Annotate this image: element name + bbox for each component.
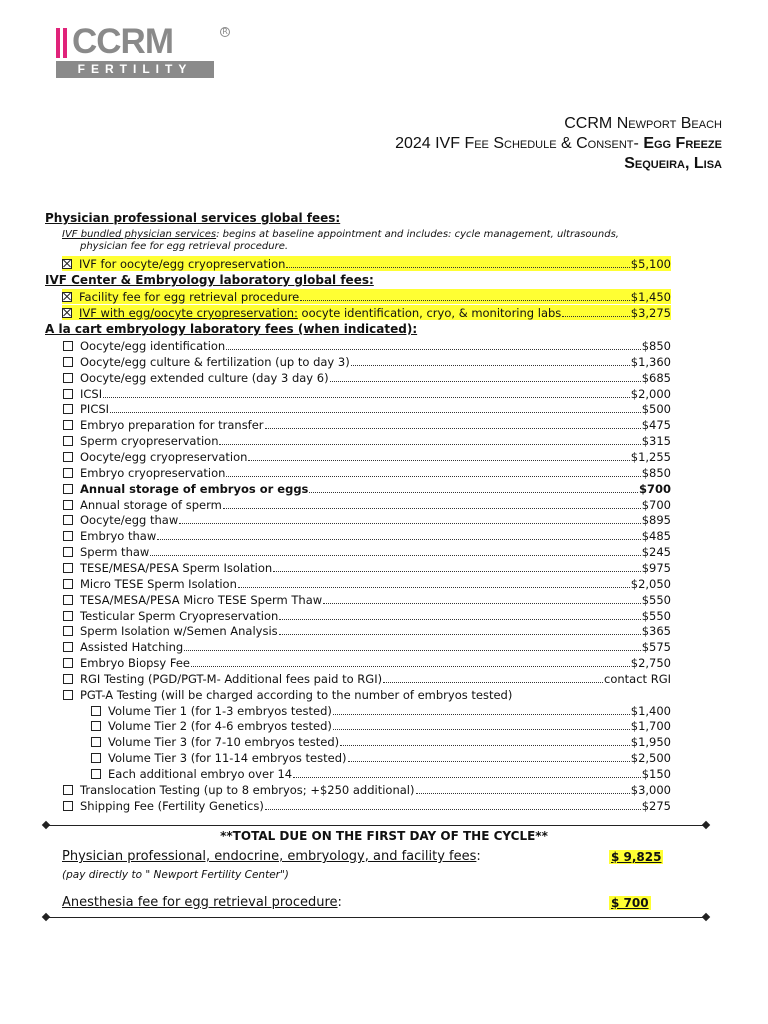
dot-leader bbox=[279, 634, 641, 635]
dot-leader bbox=[157, 539, 640, 540]
fee-row bbox=[63, 687, 671, 702]
dot-leader bbox=[383, 682, 603, 683]
fee-label: Oocyte/egg culture & fertilization (up to day 3) bbox=[80, 354, 350, 369]
checkbox[interactable] bbox=[63, 595, 73, 605]
fee-price: $1,360 bbox=[630, 354, 671, 369]
fee-label: Sperm cryopreservation bbox=[80, 434, 219, 449]
fee-price: $2,050 bbox=[630, 576, 671, 591]
checkbox[interactable] bbox=[63, 611, 73, 621]
dot-leader bbox=[150, 555, 640, 556]
checkbox[interactable] bbox=[63, 452, 73, 462]
fee-price: $550 bbox=[641, 592, 671, 607]
dot-leader bbox=[110, 412, 641, 413]
fee-row bbox=[63, 544, 671, 559]
fee-price: $575 bbox=[641, 640, 671, 655]
fee-label: Oocyte/egg thaw bbox=[80, 513, 179, 528]
divider-end-icon bbox=[42, 913, 50, 921]
checkbox[interactable] bbox=[63, 547, 73, 557]
fee-row bbox=[91, 750, 671, 765]
dot-leader bbox=[330, 381, 641, 382]
fee-row bbox=[63, 370, 671, 385]
fee-row bbox=[63, 354, 671, 369]
fee-price: $700 bbox=[638, 481, 671, 496]
fee-row-ivf-egg-cryo: IVF with egg/oocyte cryopreservation: oocyte identification, cryo, & monitoring labs $3,275 bbox=[62, 305, 671, 320]
fee-price: $850 bbox=[641, 339, 671, 353]
fee-label: Oocyte/egg cryopreservation bbox=[80, 449, 248, 464]
checkbox[interactable] bbox=[63, 500, 73, 510]
dot-leader bbox=[226, 476, 640, 477]
fee-row bbox=[63, 782, 671, 797]
document-title-prefix: 2024 IVF Fee Schedule & Consent- bbox=[395, 135, 639, 152]
checkbox[interactable] bbox=[63, 373, 73, 383]
fee-label: Embryo thaw bbox=[80, 529, 157, 544]
fee-row bbox=[63, 671, 671, 686]
fee-label: Embryo Biopsy Fee bbox=[80, 656, 191, 670]
fee-row bbox=[63, 639, 671, 654]
checkbox[interactable] bbox=[91, 737, 101, 747]
fee-price: $315 bbox=[641, 434, 671, 449]
fee-label: Volume Tier 3 (for 11-14 embryos tested) bbox=[108, 751, 347, 766]
dot-leader bbox=[348, 761, 630, 762]
fee-label: Embryo cryopreservation bbox=[80, 465, 226, 480]
checkbox[interactable] bbox=[63, 404, 73, 414]
total-due-title: **TOTAL DUE ON THE FIRST DAY OF THE CYCLE** bbox=[220, 829, 548, 843]
dot-leader bbox=[238, 587, 630, 588]
fee-row bbox=[63, 576, 671, 591]
checkbox[interactable] bbox=[91, 706, 101, 716]
clinic-name: CCRM Newport Beach bbox=[564, 115, 722, 132]
fee-row bbox=[63, 417, 671, 432]
fee-price: $475 bbox=[641, 418, 671, 433]
dot-leader bbox=[265, 809, 641, 810]
fee-label: PICSI bbox=[80, 402, 110, 417]
fee-row bbox=[63, 481, 671, 496]
fee-row bbox=[63, 497, 671, 512]
fee-price: $3,000 bbox=[630, 782, 671, 797]
fee-row bbox=[63, 655, 671, 670]
physician-total-amount: $ 9,825 bbox=[611, 850, 662, 864]
dot-leader bbox=[179, 523, 640, 524]
fee-row bbox=[91, 718, 671, 733]
dot-leader bbox=[103, 397, 630, 398]
fee-price: $895 bbox=[641, 513, 671, 528]
fee-price: $2,750 bbox=[630, 656, 671, 670]
fee-price: $1,950 bbox=[630, 735, 671, 750]
logo-bars-icon bbox=[56, 28, 70, 58]
fee-row bbox=[63, 401, 671, 416]
fee-label: Sperm thaw bbox=[80, 545, 150, 559]
checkbox[interactable] bbox=[63, 531, 73, 541]
dot-leader bbox=[279, 619, 640, 620]
checkbox[interactable] bbox=[63, 563, 73, 573]
checkbox[interactable] bbox=[63, 674, 73, 684]
fee-price: $550 bbox=[641, 608, 671, 623]
dot-leader bbox=[309, 492, 638, 493]
checkbox[interactable] bbox=[63, 468, 73, 478]
fee-price: $700 bbox=[641, 497, 671, 512]
dot-leader bbox=[293, 777, 641, 778]
fee-row bbox=[63, 433, 671, 448]
center-fees-heading: IVF Center & Embryology laboratory global fees: bbox=[45, 273, 374, 287]
fee-label: Assisted Hatching bbox=[80, 640, 184, 655]
fee-row bbox=[63, 528, 671, 543]
fee-price: $1,400 bbox=[630, 703, 671, 718]
fee-label: Each additional embryo over 14 bbox=[108, 767, 293, 781]
checkbox[interactable] bbox=[63, 515, 73, 525]
physician-total-label: Physician professional, endocrine, embryology, and facility fees: bbox=[62, 849, 481, 864]
fee-label: Translocation Testing (up to 8 embryos; +$250 additional) bbox=[80, 782, 415, 797]
fee-label: Testicular Sperm Cryopreservation bbox=[80, 608, 279, 623]
fee-label: Oocyte/egg extended culture (day 3 day 6) bbox=[80, 370, 329, 385]
fee-price: $2,000 bbox=[630, 386, 671, 401]
dot-leader bbox=[351, 365, 630, 366]
fee-row bbox=[63, 560, 671, 575]
pay-note: (pay directly to " Newport Fertility Center") bbox=[62, 869, 289, 881]
dot-leader bbox=[340, 745, 630, 746]
physician-note: IVF bundled physician services: begins at baseline appointment and includes: cycle management, ultrasounds, bbox=[62, 229, 619, 240]
fee-label: Oocyte/egg identification bbox=[80, 339, 226, 353]
checkbox[interactable] bbox=[63, 389, 73, 399]
fee-label: Micro TESE Sperm Isolation bbox=[80, 576, 237, 591]
fee-price: $365 bbox=[641, 624, 671, 639]
dot-leader bbox=[191, 666, 630, 667]
physician-fees-heading: Physician professional services global fees: bbox=[45, 211, 341, 225]
fee-row bbox=[63, 512, 671, 527]
dot-leader bbox=[184, 650, 641, 651]
fee-label: Annual storage of sperm bbox=[80, 497, 222, 512]
patient-name: Sequeira, Lisa bbox=[624, 155, 722, 172]
fee-row bbox=[63, 386, 671, 401]
fee-row bbox=[63, 623, 671, 638]
fee-label: TESA/MESA/PESA Micro TESE Sperm Thaw bbox=[80, 592, 323, 607]
fee-label: RGI Testing (PGD/PGT-M- Additional fees paid to RGI) bbox=[80, 671, 383, 686]
checkbox[interactable] bbox=[63, 579, 73, 589]
dot-leader bbox=[416, 793, 630, 794]
top-divider bbox=[46, 825, 706, 826]
checkbox[interactable] bbox=[63, 357, 73, 367]
checkbox[interactable] bbox=[63, 626, 73, 636]
document-title-procedure: Egg Freeze bbox=[643, 135, 722, 152]
fee-row bbox=[63, 465, 671, 480]
checkbox[interactable] bbox=[63, 690, 73, 700]
fee-label: Sperm Isolation w/Semen Analysis bbox=[80, 624, 278, 639]
checkbox[interactable] bbox=[91, 753, 101, 763]
fee-label: Volume Tier 3 (for 7-10 embryos tested) bbox=[108, 735, 340, 750]
fee-label: Annual storage of embryos or eggs bbox=[80, 481, 309, 496]
fee-row bbox=[91, 734, 671, 749]
logo-subline: FERTILITY bbox=[56, 61, 214, 78]
fee-price: $485 bbox=[641, 529, 671, 544]
fee-label: Embryo preparation for transfer bbox=[80, 418, 264, 433]
checkbox-checked[interactable] bbox=[62, 259, 72, 269]
fee-row bbox=[63, 449, 671, 464]
checkbox[interactable] bbox=[63, 341, 73, 351]
fee-row bbox=[91, 766, 671, 781]
checkbox[interactable] bbox=[63, 801, 73, 811]
fee-price: $685 bbox=[641, 370, 671, 385]
dot-leader bbox=[273, 571, 641, 572]
anesthesia-fee-amount: $ 700 bbox=[611, 896, 649, 910]
dot-leader bbox=[323, 603, 641, 604]
dot-leader bbox=[265, 428, 641, 429]
fee-row bbox=[63, 592, 671, 607]
checkbox[interactable] bbox=[63, 785, 73, 795]
fee-price: $975 bbox=[641, 560, 671, 575]
checkbox[interactable] bbox=[63, 658, 73, 668]
fee-price: $245 bbox=[641, 545, 671, 559]
fee-price: $275 bbox=[641, 798, 671, 813]
fee-label: TESE/MESA/PESA Sperm Isolation bbox=[80, 560, 273, 575]
fee-label: Shipping Fee (Fertility Genetics) bbox=[80, 798, 264, 813]
divider-end-icon bbox=[702, 913, 710, 921]
dot-leader bbox=[248, 460, 629, 461]
fee-price: $850 bbox=[641, 465, 671, 480]
fee-label: PGT-A Testing (will be charged according to the number of embryos tested) bbox=[80, 687, 513, 702]
fee-price: $1,255 bbox=[630, 449, 671, 464]
fee-row-facility: Facility fee for egg retrieval procedure $1,450 bbox=[62, 289, 671, 304]
checkbox[interactable] bbox=[63, 642, 73, 652]
alacarte-fees-heading: A la cart embryology laboratory fees (when indicated): bbox=[45, 322, 418, 336]
fee-label: Volume Tier 1 (for 1-3 embryos tested) bbox=[108, 703, 332, 718]
fee-row-ivf-oocyte-cryo: IVF for oocyte/egg cryopreservation $5,100 bbox=[62, 256, 671, 271]
dot-leader bbox=[333, 729, 630, 730]
fee-price: $1,700 bbox=[630, 719, 671, 734]
checkbox[interactable] bbox=[91, 769, 101, 779]
fee-price: contact RGI bbox=[604, 671, 671, 686]
logo-wordmark: CCRM bbox=[72, 22, 173, 61]
checkbox-checked[interactable] bbox=[62, 308, 72, 318]
dot-leader bbox=[333, 714, 630, 715]
divider-end-icon bbox=[702, 821, 710, 829]
dot-leader bbox=[223, 508, 641, 509]
dot-leader bbox=[226, 349, 641, 350]
fee-row bbox=[63, 798, 671, 813]
checkbox[interactable] bbox=[63, 484, 73, 494]
anesthesia-fee-label: Anesthesia fee for egg retrieval procedure: bbox=[62, 895, 342, 910]
document-title bbox=[395, 134, 722, 154]
dot-leader bbox=[219, 444, 640, 445]
fee-row bbox=[63, 608, 671, 623]
registered-mark-icon: R bbox=[220, 27, 230, 37]
divider-end-icon bbox=[42, 821, 50, 829]
fee-price: $2,500 bbox=[630, 751, 671, 766]
checkbox[interactable] bbox=[91, 721, 101, 731]
ccrm-fertility-logo bbox=[56, 22, 228, 81]
fee-label: ICSI bbox=[80, 386, 103, 401]
bottom-divider bbox=[46, 917, 706, 918]
fee-price: $150 bbox=[641, 767, 671, 781]
fee-label: Volume Tier 2 (for 4-6 embryos tested) bbox=[108, 719, 332, 734]
checkbox[interactable] bbox=[63, 436, 73, 446]
physician-note-line2: physician fee for egg retrieval procedure. bbox=[80, 241, 289, 252]
fee-row bbox=[91, 703, 671, 718]
checkbox-checked[interactable] bbox=[62, 292, 72, 302]
fee-row bbox=[63, 338, 671, 353]
checkbox[interactable] bbox=[63, 420, 73, 430]
fee-price: $500 bbox=[641, 402, 671, 417]
